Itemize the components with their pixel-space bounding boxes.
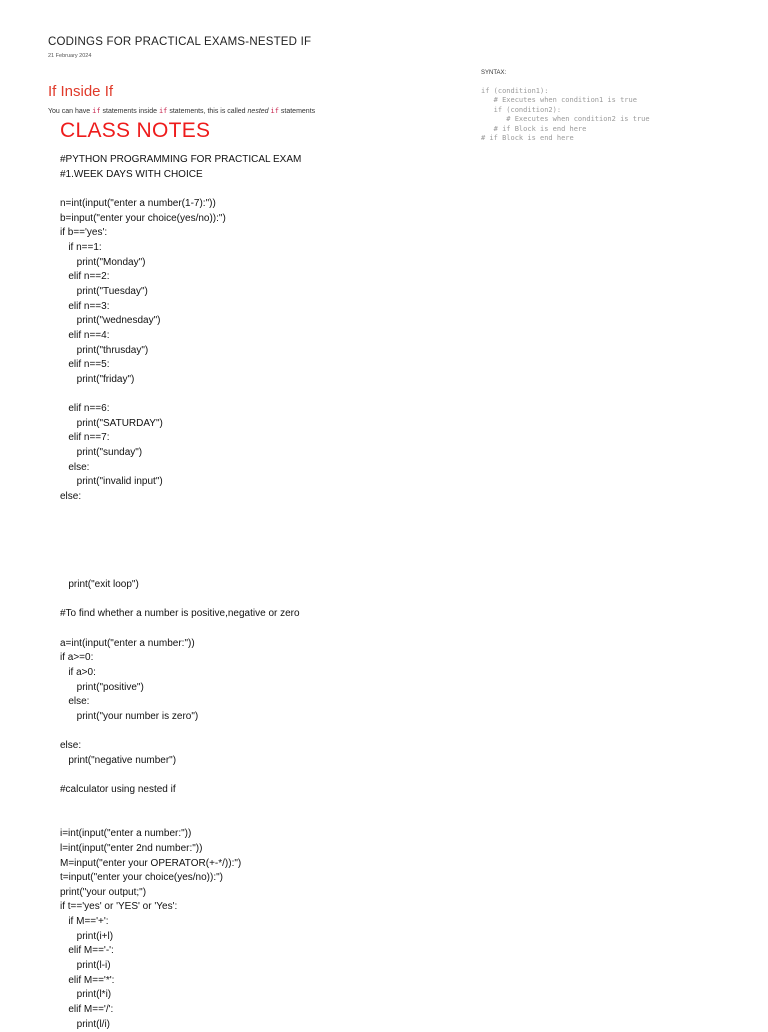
code-line: print("wednesday") — [60, 315, 161, 327]
code-line: elif n==3: — [60, 300, 110, 312]
code-line — [60, 622, 301, 637]
code-line: print("friday") — [60, 373, 135, 385]
syntax-code-line: # Executes when condition1 is true — [481, 96, 637, 105]
class-notes-heading: CLASS NOTES — [60, 119, 211, 142]
intro-text-1: You can have — [48, 108, 93, 115]
code-line: print("invalid input") — [60, 476, 163, 488]
syntax-label: SYNTAX: — [481, 70, 507, 76]
code-line: #calculator using nested if — [60, 784, 176, 796]
code-line: b=input("enter your choice(yes/no)):") — [60, 212, 226, 224]
section-intro — [48, 107, 315, 115]
code-line: #1.WEEK DAYS WITH CHOICE — [60, 168, 203, 180]
code-line: l=int(input("enter 2nd number:")) — [60, 842, 203, 854]
code-line — [60, 505, 301, 520]
code-line — [60, 769, 301, 784]
code-line: else: — [60, 491, 82, 503]
document-date: 21 February 2024 — [48, 53, 92, 59]
code-line: elif n==2: — [60, 271, 110, 283]
code-line: elif M=='/': — [60, 1004, 114, 1016]
code-line: print("negative number") — [60, 754, 177, 766]
code-line: i=int(input("enter a number:")) — [60, 828, 192, 840]
code-line: print("thrusday") — [60, 344, 149, 356]
code-line — [60, 534, 301, 549]
code-line: t=input("enter your choice(yes/no)):") — [60, 872, 224, 884]
intro-emphasis-nested: nested — [247, 108, 269, 115]
code-line — [60, 725, 301, 740]
code-line: print("Tuesday") — [60, 285, 148, 297]
syntax-code-line: if (condition1): — [481, 87, 549, 95]
code-line — [60, 798, 301, 813]
code-line — [60, 813, 301, 828]
code-line: #PYTHON PROGRAMMING FOR PRACTICAL EXAM — [60, 154, 302, 165]
code-line: if M=='+': — [60, 916, 109, 928]
code-line: if a>0: — [60, 666, 96, 678]
code-line: print(l*i) — [60, 989, 112, 1001]
code-line: n=int(input("enter a number(1-7):")) — [60, 197, 216, 209]
document-title: CODINGS FOR PRACTICAL EXAMS-NESTED IF — [48, 36, 312, 48]
syntax-code-line: if (condition2): — [481, 105, 562, 114]
intro-keyword-if-3: if — [270, 107, 279, 115]
code-line: elif M=='*': — [60, 974, 115, 986]
code-line: if a>=0: — [60, 652, 94, 664]
code-line — [60, 182, 301, 197]
code-line: elif n==7: — [60, 432, 110, 444]
code-line: print(i+l) — [60, 930, 114, 942]
code-line — [60, 519, 301, 534]
code-line: elif M=='-': — [60, 945, 114, 957]
intro-text-2: statements inside — [100, 108, 159, 115]
code-line: #To find whether a number is positive,negative or zero — [60, 608, 300, 620]
class-notes-code — [60, 153, 301, 1032]
code-line — [60, 593, 301, 608]
code-line — [60, 549, 301, 564]
code-line: print(l-i) — [60, 960, 111, 972]
code-line: if t=='yes' or 'YES' or 'Yes': — [60, 901, 178, 913]
code-line: print("SATURDAY") — [60, 417, 163, 429]
intro-text-3: statements, this is called — [167, 108, 248, 115]
section-heading: If Inside If — [48, 83, 114, 100]
intro-keyword-if-2: if — [158, 107, 168, 115]
code-line: elif n==6: — [60, 403, 110, 415]
code-line: else: — [60, 461, 90, 473]
syntax-code-line: # if Block is end here — [481, 124, 587, 133]
code-line: else: — [60, 696, 90, 708]
code-line: print("exit loop") — [60, 579, 139, 591]
intro-text-4: statements — [278, 108, 316, 115]
syntax-code-line: # Executes when condition2 is true — [481, 115, 650, 124]
code-line: print("your output;") — [60, 886, 147, 898]
intro-keyword-if-1: if — [92, 107, 101, 115]
syntax-code-block — [481, 87, 650, 143]
code-line: if n==1: — [60, 241, 102, 253]
code-line: if b=='yes': — [60, 227, 108, 239]
syntax-code-line: # if Block is end here — [481, 134, 574, 143]
code-line: print("your number is zero") — [60, 710, 199, 722]
code-line: elif n==4: — [60, 329, 110, 341]
code-line: M=input("enter your OPERATOR(+-*/)):") — [60, 857, 242, 869]
code-line — [60, 388, 301, 403]
code-line: print("positive") — [60, 681, 144, 693]
code-line: elif n==5: — [60, 359, 110, 371]
code-line: else: — [60, 740, 82, 752]
code-line — [60, 563, 301, 578]
code-line: a=int(input("enter a number:")) — [60, 637, 195, 649]
code-line: print("Monday") — [60, 256, 146, 268]
code-line: print("sunday") — [60, 447, 143, 459]
code-line: print(l/i) — [60, 1018, 111, 1030]
